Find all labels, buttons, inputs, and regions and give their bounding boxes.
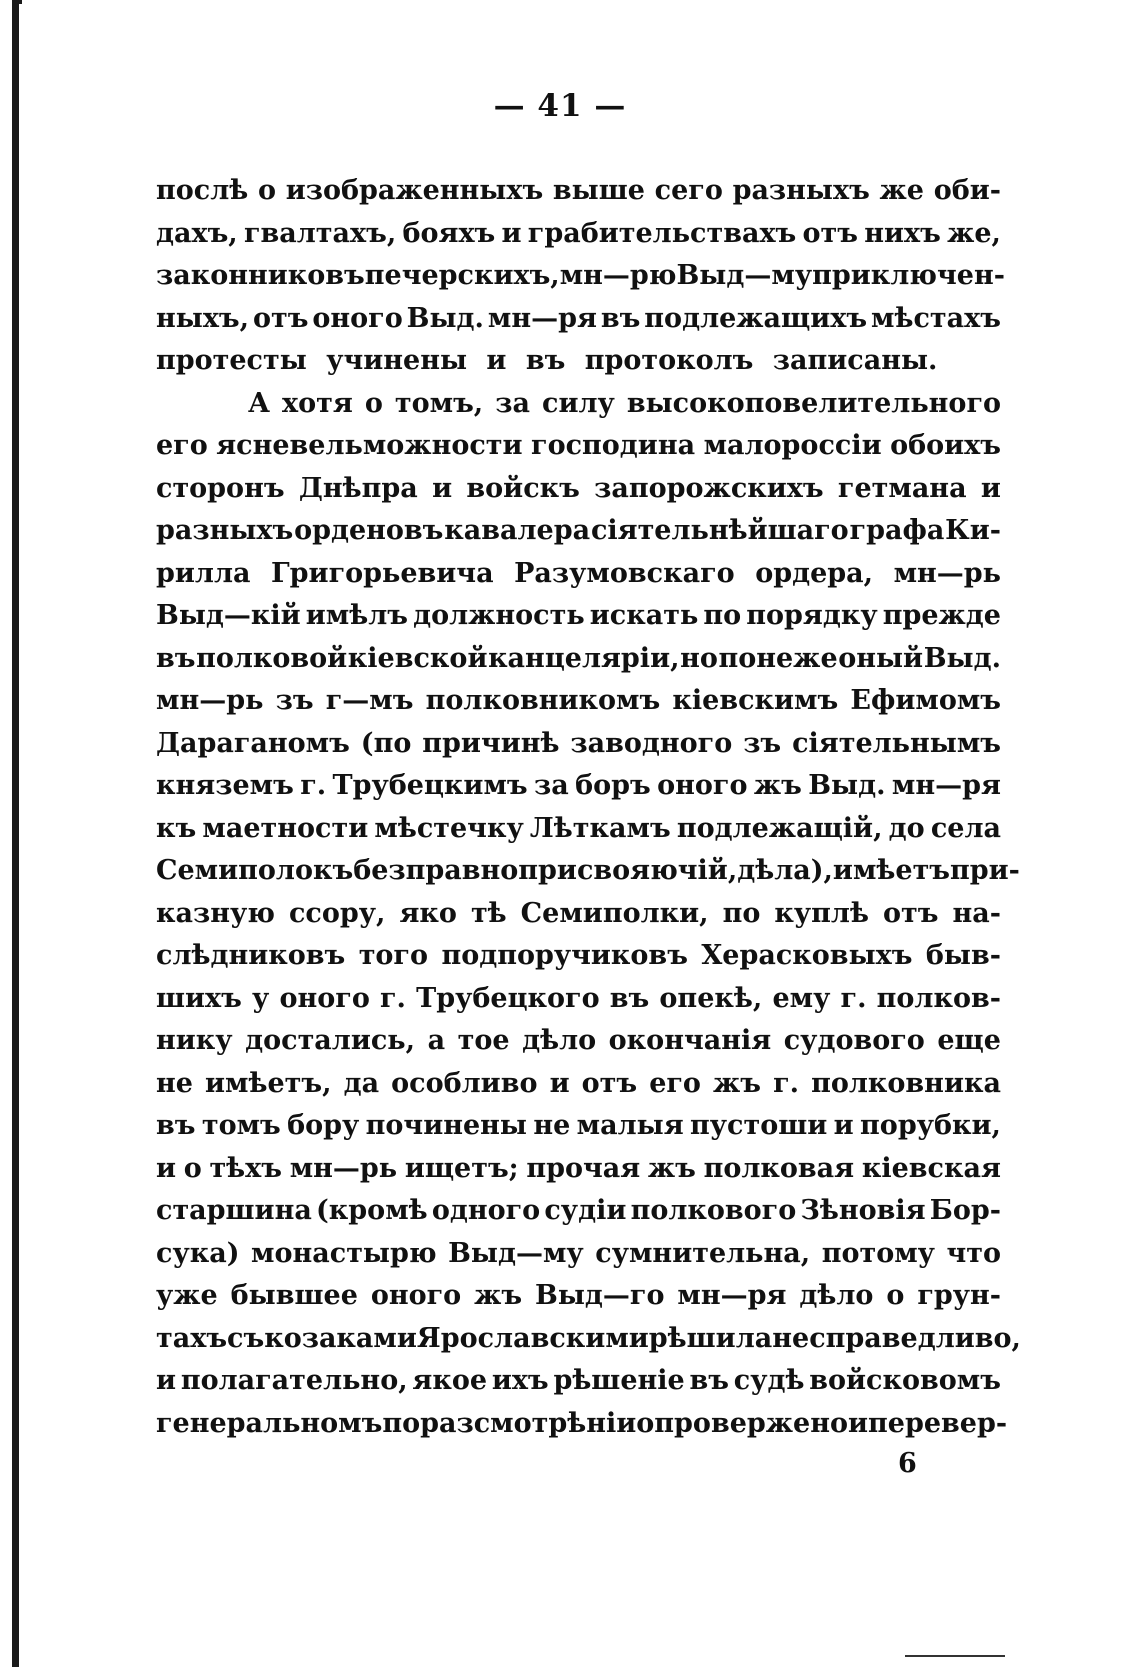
text-line: старшина (кромѣ одного судіи полкового Зѣновія Бор- [156, 1195, 1001, 1226]
text-line: его ясневельможности господина малороссіи обоихъ [156, 430, 1001, 461]
text-line: шихъ у оного г. Трубецкого въ опекѣ, ему г. полков- [156, 982, 1001, 1014]
text-line: сторонъ Днѣпра и войскъ запорожскихъ гетмана и [156, 472, 1001, 504]
text-line: Дараганомъ (по причинѣ заводного зъ сіятельнымъ [156, 727, 1001, 759]
text-line: въ полковой кіевской канцеляріи, но понеже оный Выд. [156, 642, 1001, 674]
text-line: нику достались, а тое дѣло окончанія судового еще [156, 1025, 1001, 1056]
text-line: тахъ съ козаками Ярославскими рѣшила несправедливо, [156, 1322, 1021, 1354]
text-line: казную ссору, яко тѣ Семиполки, по куплѣ отъ на- [156, 897, 1001, 929]
text-line: дахъ, гвалтахъ, бояхъ и грабительствахъ отъ нихъ же, [156, 217, 1001, 249]
text-line: ныхъ, отъ оного Выд. мн—ря въ подлежащихъ мѣстахъ [156, 302, 1001, 334]
text-line: А хотя о томъ, за силу высокоповелительного [248, 387, 1001, 419]
text-line: мн—рь зъ г—мъ полковникомъ кіевскимъ Ефимомъ [156, 685, 1001, 716]
text-line: уже бывшее оного жъ Выд—го мн—ря дѣло о грун- [156, 1280, 1001, 1311]
text-line: рилла Григорьевича Разумовскаго ордера, мн—рь [156, 557, 1001, 589]
text-line: сука) монастырю Выд—му сумнительна, потому что [156, 1237, 1001, 1269]
text-line: и полагательно, якое ихъ рѣшеніе въ судѣ войсковомъ [156, 1365, 1001, 1396]
paragraph-2 [156, 383, 1021, 1446]
text-line: законниковъ печерскихъ, мн—рю Выд—му приключен- [156, 260, 1005, 291]
text-line: Семиполокъ безправно присвояючій, дѣла), имѣетъ при- [156, 855, 1020, 886]
text-line: послѣ о изображенныхъ выше сего разныхъ же оби- [156, 175, 1001, 206]
text-line: и о тѣхъ мн—рь ищетъ; прочая жъ полковая кіевская [156, 1152, 1001, 1184]
page-number: — 41 — [493, 88, 627, 124]
text-line: не имѣетъ, да особливо и отъ его жъ г. полковника [156, 1067, 1001, 1099]
body-text [156, 170, 1021, 1445]
text-line: въ томъ бору починены не малыя пустоши и порубки, [156, 1110, 1001, 1141]
text-line: Выд—кій имѣлъ должность искать по порядку прежде [156, 600, 1001, 631]
text-line: генеральномъ по разсмотрѣніи опровержено и перевер- [156, 1407, 1008, 1439]
page-left-edge [12, 0, 19, 1667]
bottom-rule [905, 1655, 1005, 1657]
text-line: княземъ г. Трубецкимъ за боръ оного жъ Выд. мн—ря [156, 770, 1001, 801]
text-line: слѣдниковъ того подпоручиковъ Херасковыхъ быв- [156, 940, 1001, 971]
text-line: къ маетности мѣстечку Лѣткамъ подлежащій, до села [156, 812, 1001, 844]
signature-mark: 6 [898, 1448, 917, 1479]
paragraph-1 [156, 170, 1005, 383]
text-line: разныхъ орденовъ кавалера сіятельнѣйшаго графа Ки- [156, 515, 1001, 546]
page-corner-mark [12, 0, 22, 4]
text-line: протесты учинены и въ протоколъ записаны. [156, 345, 938, 376]
